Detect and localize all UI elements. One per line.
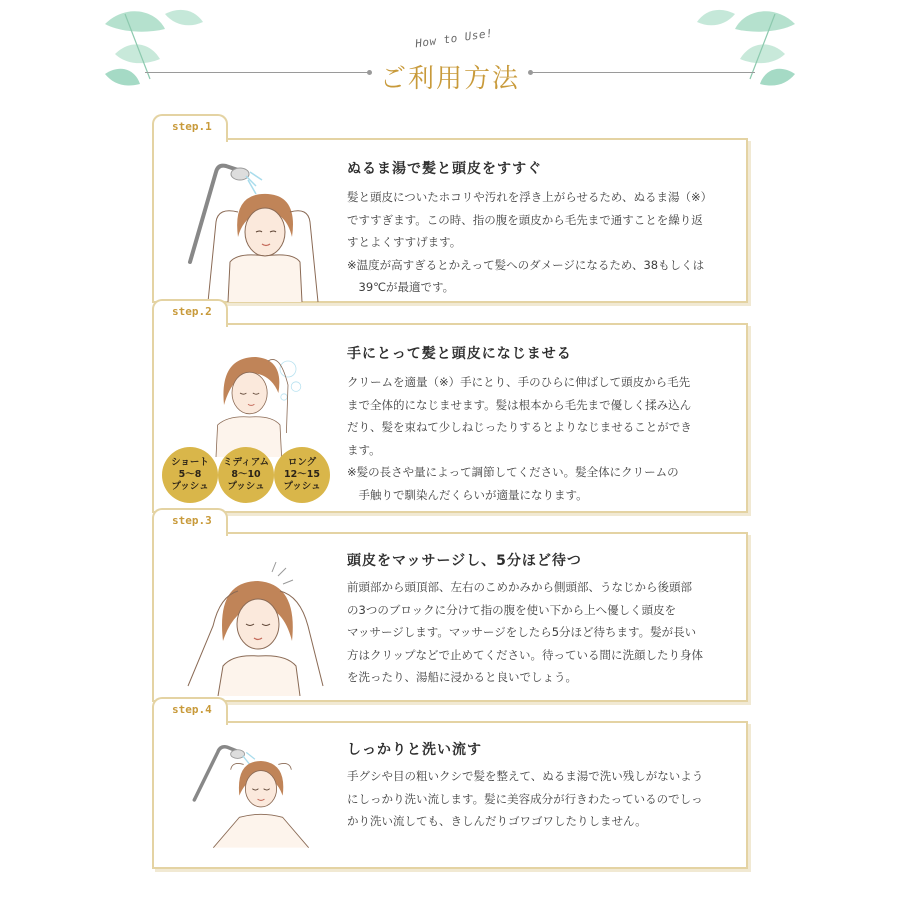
- badge-long: [274, 447, 330, 503]
- step-description: [347, 371, 737, 506]
- step-text-line: マッサージします。マッサージをしたら5分ほど待ちます。髪が長い: [347, 625, 697, 639]
- woman-rinsing-hair-icon: [168, 735, 328, 865]
- step-text-line: かり洗い流しても、きしんだりゴワゴワしたりしません。: [347, 814, 647, 828]
- push-amount-badges: [162, 447, 334, 505]
- woman-massaging-scalp-icon: [168, 546, 328, 696]
- step-label: step.2: [172, 305, 212, 318]
- badge-push-count: 8〜10: [231, 469, 261, 480]
- badge-short: [162, 447, 218, 503]
- page-title: ご利用方法: [379, 64, 520, 94]
- header-subtitle: How to Use!: [414, 26, 494, 51]
- badge-hair-length: ショート: [171, 457, 209, 468]
- woman-showering-hair-icon: [168, 152, 328, 302]
- woman-applying-cream-icon: [168, 337, 328, 457]
- step-title: 手にとって髪と頭皮になじませる: [347, 346, 572, 362]
- step-tab-4: [152, 697, 228, 725]
- step-note-line: 39℃が最適です。: [347, 280, 455, 294]
- badge-hair-length: ロング: [287, 457, 317, 468]
- badge-hair-length: ミディアム: [222, 457, 270, 468]
- step-text-line: すとよくすすげます。: [347, 235, 462, 249]
- step-text-line: 方はクリップなどで止めてください。待っている間に洗顔したり身体: [347, 647, 704, 662]
- step-description: [347, 186, 737, 299]
- step-title: ぬるま湯で髪と頭皮をすすぐ: [347, 161, 543, 177]
- step-text-line: クリームを適量（※）手にとり、手のひらに伸ばして頭皮から毛先: [347, 375, 691, 389]
- step-text-line: まで全体的になじませます。髪は根本から毛先まで優しく揉み込ん: [347, 397, 692, 412]
- step-title: 頭皮をマッサージし、5分ほど待つ: [347, 553, 582, 569]
- step-description: [347, 576, 737, 689]
- badge-push-label: プッシュ: [227, 481, 265, 492]
- step-label: step.1: [172, 120, 212, 133]
- step-card-3: [152, 514, 748, 702]
- step-card-2: [152, 305, 748, 513]
- badge-push-label: プッシュ: [283, 481, 321, 492]
- header-divider-left: [145, 72, 370, 73]
- badge-push-label: プッシュ: [171, 481, 209, 492]
- step-label: step.4: [172, 703, 212, 716]
- section-header: [145, 26, 755, 100]
- step-description: [347, 765, 737, 833]
- step-text-line: を洗ったり、湯船に浸かると良いでしょう。: [347, 670, 577, 684]
- step-text-line: にしっかり洗い流します。髪に美容成分が行きわたっているのでしっ: [347, 791, 703, 806]
- step-card-4: [152, 703, 748, 869]
- step-title: しっかりと洗い流す: [347, 742, 482, 758]
- step-label: step.3: [172, 514, 212, 527]
- step-tab-2: [152, 299, 228, 327]
- step-text-line: の3つのブロックに分けて指の腹を使い下から上へ優しく頭皮を: [347, 602, 677, 617]
- badge-push-count: 5〜8: [178, 469, 202, 480]
- header-divider-right: [530, 72, 755, 73]
- step-note-line: 手触りで馴染んだくらいが適量になります。: [347, 487, 588, 502]
- step-tab-1: [152, 114, 228, 142]
- step-tab-3: [152, 508, 228, 536]
- step-card-1: [152, 120, 748, 303]
- step-text-line: 髪と頭皮についたホコリや汚れを浮き上がらせるため、ぬるま湯（※）: [347, 190, 713, 204]
- step-text-line: ですすぎます。この時、指の腹を頭皮から毛先まで通すことを繰り返: [347, 212, 703, 227]
- badge-medium: [218, 447, 274, 503]
- step-note-line: ※温度が高すぎるとかえって髪へのダメージになるため、38もしくは: [347, 257, 705, 272]
- step-text-line: だり、髪を束ねて少しねじったりするとよりなじませることができ: [347, 420, 692, 434]
- step-text-line: ます。: [347, 442, 381, 457]
- step-text-line: 前頭部から頭頂部、左右のこめかみから側頭部、うなじから後頭部: [347, 580, 692, 594]
- step-text-line: 手グシや目の粗いクシで髪を整えて、ぬるま湯で洗い残しがないよう: [347, 769, 704, 783]
- badge-push-count: 12〜15: [284, 469, 320, 480]
- step-note-line: ※髪の長さや量によって調節してください。髪全体にクリームの: [347, 465, 679, 479]
